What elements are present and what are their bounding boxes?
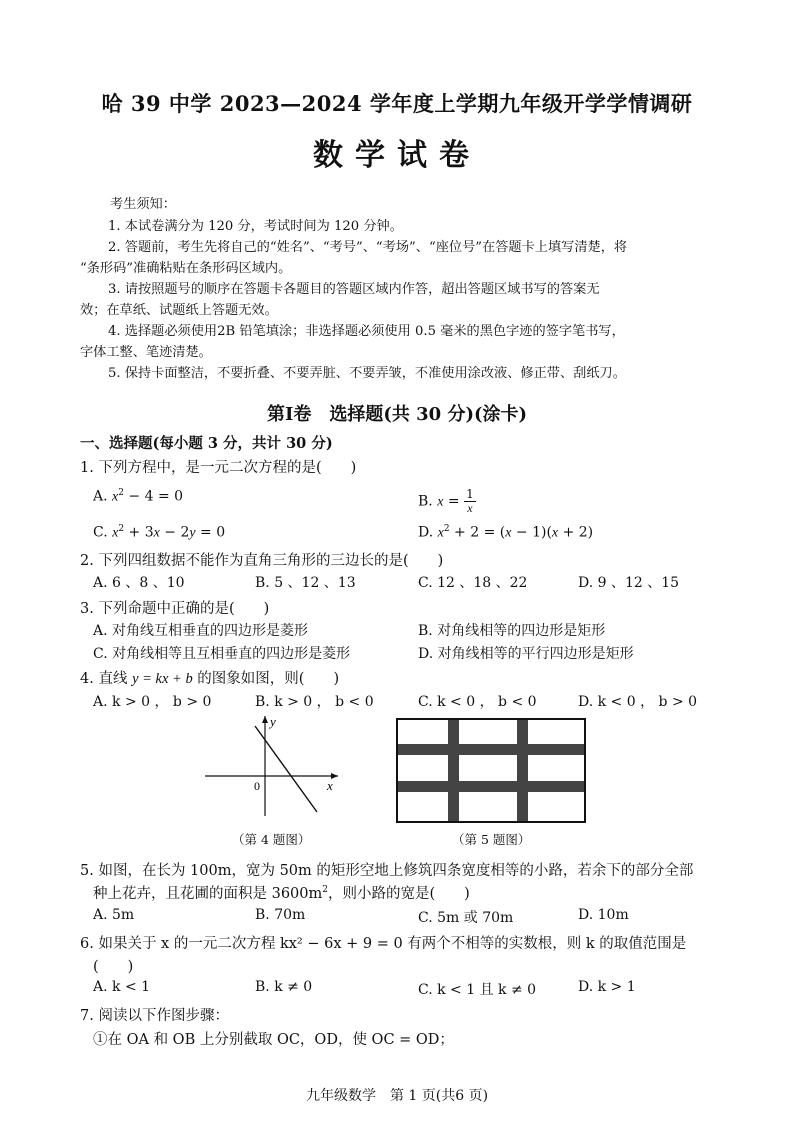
road-vertical-1	[448, 719, 459, 822]
question-6-option-c: C. k < 1 且 k ≠ 0	[418, 982, 537, 998]
question-2-option-d: D. 9 、12 、15	[578, 575, 680, 591]
notice-item: “条形码”准确粘贴在条形码区域内。	[80, 261, 292, 276]
road-vertical-2	[517, 719, 528, 822]
road-horizontal-2	[397, 781, 585, 792]
graph-line	[255, 726, 317, 812]
question-2-option-b: B. 5 、12 、13	[255, 575, 356, 591]
question-6-line1: 6. 如果关于 x 的一元二次方程 kx² − 6x + 9 = 0 有两个不相等的实数根，则 k 的取值范围是	[80, 936, 687, 952]
part-heading: 一、选择题(每小题 3 分，共计 30 分)	[80, 435, 333, 452]
question-3-option-d: D. 对角线相等的平行四边形是矩形	[418, 646, 634, 662]
question-5-option-d: D. 10m	[578, 907, 629, 923]
question-3-option-a: A. 对角线互相垂直的四边形是菱形	[93, 623, 309, 639]
question-2-option-a: A. 6 、8 、10	[93, 575, 185, 591]
notice-item: 4. 选择题必须使用2B 铅笔填涂；非选择题必须使用 0.5 毫米的黑色字迹的签字笔书写，	[108, 324, 625, 339]
notice-item: 效；在草纸、试题纸上答题无效。	[80, 303, 278, 318]
question-7-stem: 7. 阅读以下作图步骤：	[80, 1008, 229, 1024]
question-4-option-d: D. k < 0 ， b > 0	[578, 694, 698, 710]
origin-label: 0	[254, 779, 260, 793]
question-1-option-b: B. x = $\frac{1}{x}$	[418, 487, 474, 515]
exam-header-title: 哈 39 中学 2023—2024 学年度上学期九年级开学学情调研	[101, 91, 693, 116]
notice-item: 字体工整、笔迹清楚。	[80, 345, 212, 360]
question-4-stem: 4. 直线 y = kx + b 的图象如图，则( )	[80, 671, 340, 687]
question-1-option-c: C. $x^2 + 3x - 2y = 0$	[93, 524, 226, 541]
notice-item: 3. 请按照题号的顺序在答题卡各题目的答题区域内作答，超出答题区域书写的答案无	[108, 282, 600, 297]
question-3-stem: 3. 下列命题中正确的是( )	[80, 601, 270, 617]
question-6-option-a: A. k < 1	[93, 979, 151, 995]
notice-heading: 考生须知：	[110, 197, 176, 212]
x-axis-label: x	[327, 778, 333, 793]
question-1-option-d: D. $x^2 + 2 = (x - 1)(x + 2)$	[418, 524, 594, 541]
question-5-option-b: B. 70m	[255, 907, 306, 923]
question-7-step1: ①在 OA 和 OB 上分别截取 OC，OD，使 OC = OD；	[93, 1032, 454, 1048]
question-5-line2: 种上花卉，且花圃的面积是 $3600m^2$，则小路的宽是( )	[93, 885, 470, 902]
figure-5-caption: （第 5 题图）	[452, 832, 531, 847]
notice-item: 1. 本试卷满分为 120 分，考试时间为 120 分钟。	[108, 219, 403, 234]
question-5-line1: 5. 如图，在长为 100m，宽为 50m 的矩形空地上修筑四条宽度相等的小路，若余下的部分全部	[80, 863, 694, 879]
question-6-line2: ( )	[93, 959, 134, 975]
question-5-option-c: C. 5m 或 70m	[418, 910, 514, 926]
question-6-option-b: B. k ≠ 0	[255, 979, 313, 995]
y-axis-arrow	[262, 716, 268, 723]
question-4-option-c: C. k < 0 ， b < 0	[418, 694, 537, 710]
notice-item: 5. 保持卡面整洁，不要折叠、不要弄脏、不要弄皱，不准使用涂改液、修正带、刮纸刀。	[108, 366, 626, 381]
y-axis-label: y	[270, 714, 276, 729]
exam-subtitle: 数学试卷	[313, 138, 481, 173]
section-title: 第Ⅰ卷 选择题(共 30 分)(涂卡)	[266, 404, 528, 425]
question-3-option-c: C. 对角线相等且互相垂直的四边形是菱形	[93, 646, 351, 662]
question-5-option-a: A. 5m	[93, 907, 135, 923]
notice-item: 2. 答题前，考生先将自己的“姓名”、“考号”、“考场”、“座位号”在答题卡上填写清楚，将	[108, 240, 628, 255]
question-2-stem: 2. 下列四组数据不能作为直角三角形的三边长的是( )	[80, 553, 444, 569]
question-2-option-c: C. 12 、18 、22	[418, 575, 528, 591]
question-4-option-a: A. k > 0 ， b > 0	[93, 694, 212, 710]
question-3-option-b: B. 对角线相等的四边形是矩形	[418, 623, 606, 639]
figure-5-diagram	[396, 718, 586, 823]
road-horizontal-1	[397, 744, 585, 755]
page-footer: 九年级数学 第 1 页(共6 页)	[305, 1088, 489, 1104]
question-6-option-d: D. k > 1	[578, 979, 636, 995]
question-4-option-b: B. k > 0 ， b < 0	[255, 694, 374, 710]
figure-4-graph	[195, 712, 345, 822]
figure-4-caption: （第 4 题图）	[232, 832, 311, 847]
question-1-stem: 1. 下列方程中，是一元二次方程的是( )	[80, 460, 357, 476]
question-1-option-a: A. $x^2 - 4 = 0$	[93, 488, 184, 505]
